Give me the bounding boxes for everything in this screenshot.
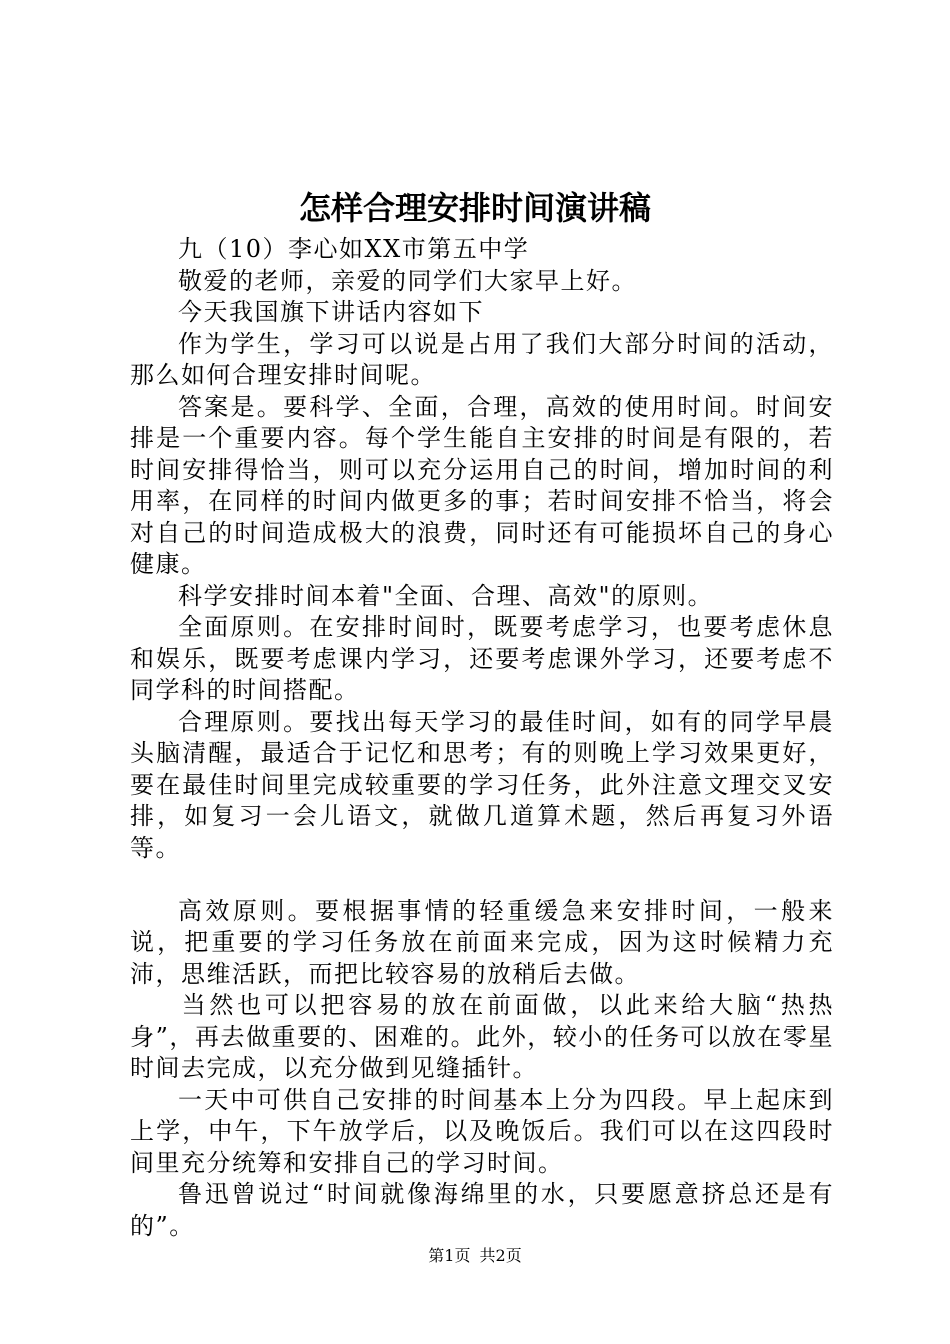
blank-line	[130, 864, 834, 896]
paragraph-intro: 今天我国旗下讲话内容如下	[178, 298, 484, 326]
paragraph-efficient: 高效原则。要根据事情的轻重缓急来安排时间，一般来说，把重要的学习任务放在前面来完成，因为这时候精力充沛，思维活跃，而把比较容易的放稍后去做。	[130, 896, 834, 988]
page-number: 第1页	[428, 1246, 471, 1265]
page-total: 共2页	[479, 1246, 522, 1265]
paragraph-warmup: 当然也可以把容易的放在前面做，以此来给大脑“热热身”，再去做重要的、困难的。此外，较小的任务可以放在零星时间去完成，以充分做到见缝插针。	[130, 991, 834, 1082]
paragraph-author: 九（10）李心如XX市第五中学	[178, 235, 530, 263]
document-body	[130, 234, 834, 1242]
paragraph-comprehensive: 全面原则。在安排时间时，既要考虑学习，也要考虑休息和娱乐，既要考虑课内学习，还要考虑课外学习，还要考虑不同学科的时间搭配。	[130, 613, 834, 704]
paragraph-principles: 科学安排时间本着"全面、合理、高效"的原则。	[178, 581, 714, 610]
document-title: 怎样合理安排时间演讲稿	[298, 189, 651, 227]
paragraph-greeting: 敬爱的老师，亲爱的同学们大家早上好。	[178, 266, 637, 295]
paragraph-reasonable: 合理原则。要找出每天学习的最佳时间，如有的同学早晨头脑清醒，最适合于记忆和思考；有的则晚上学习效果更好，要在最佳时间里完成较重要的学习任务，此外注意文理交叉安排，如复习一会儿语文，就做几道算术题，然后再复习外语等。	[130, 707, 834, 862]
paragraph-question: 作为学生，学习可以说是占用了我们大部分时间的活动，那么如何合理安排时间呢。	[130, 329, 834, 389]
page-footer	[0, 1244, 950, 1268]
paragraph-answer: 答案是。要科学、全面，合理，高效的使用时间。时间安排是一个重要内容。每个学生能自主安排的时间是有限的，若时间安排得恰当，则可以充分运用自己的时间，增加时间的利用率，在同样的时间内做更多的事；若时间安排不恰当，将会对自己的时间造成极大的浪费，同时还有可能损坏自己的身心健康。	[130, 392, 834, 578]
paragraph-four-periods: 一天中可供自己安排的时间基本上分为四段。早上起床到上学，中午，下午放学后，以及晚饭后。我们可以在这四段时间里充分统筹和安排自己的学习时间。	[130, 1085, 834, 1177]
paragraph-quote: 鲁迅曾说过“时间就像海绵里的水，只要愿意挤总还是有的”。	[130, 1180, 834, 1240]
